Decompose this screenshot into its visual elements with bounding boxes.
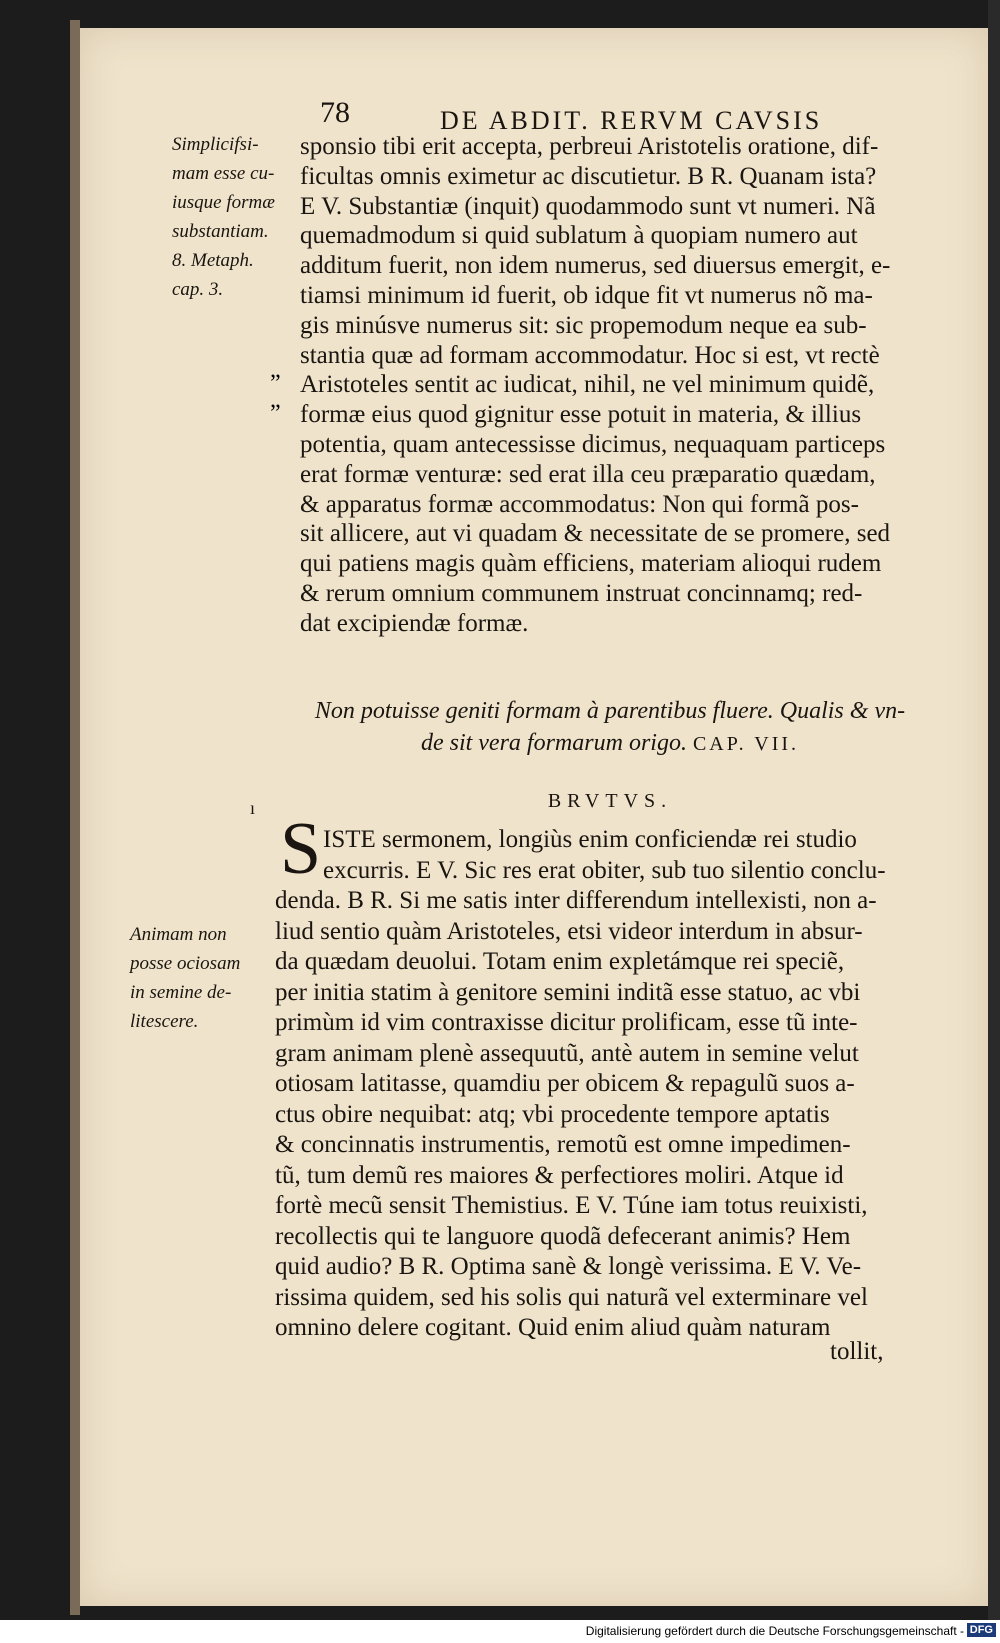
text-line: excurris. E V. Sic res erat obiter, sub tuo silentio conclu- (323, 856, 886, 884)
dfg-logo[interactable]: DFG (967, 1623, 996, 1637)
footer-credit: Digitalisierung gefördert durch die Deutsche Forschungsgemeinschaft - (585, 1624, 964, 1638)
text-line: ficultas omnis eximetur ac discutietur. B R. Quanam ista? (300, 162, 877, 190)
text-line: tũ, tum demũ res maiores & perfectiores moliri. Atque id (275, 1161, 844, 1189)
margin-note-line: Animam non (130, 924, 227, 945)
text-line: E V. Substantiæ (inquit) quodammodo sunt vt numeri. Nã (300, 192, 876, 220)
text-line: gis minúsve numerus sit: sic propemodum neque ea sub- (300, 311, 867, 339)
text-line: gram animam plenè assequutũ, antè autem in semine velut (275, 1039, 859, 1067)
text-line: rissima quidem, sed his solis qui naturã vel exterminare vel (275, 1283, 868, 1311)
text-line: primùm id vim contraxisse dicitur prolificam, esse tũ inte- (275, 1009, 858, 1036)
margin-note-1 (172, 130, 307, 304)
margin-note-line: mam esse cu- (172, 163, 275, 184)
quote-marks (270, 355, 281, 415)
margin-note-line: posse ociosam (130, 953, 241, 974)
text-line: stantia quæ ad formam accommodatur. Hoc si est, vt rectè (300, 341, 880, 369)
chapter-heading (300, 695, 920, 760)
catchword: tollit, (830, 1338, 884, 1365)
page-number: 78 (320, 96, 350, 129)
text-line: fortè mecũ sensit Themistius. E V. Túne iam totus reuixisti, (275, 1192, 868, 1219)
text-line: & rerum omnium communem instruat concinnamq; red- (300, 579, 863, 607)
text-line: da quædam deuolui. Totam enim expletámque rei speciẽ, (275, 948, 845, 975)
text-line: liud sentio quàm Aristoteles, etsi videor interdum in absur- (275, 917, 863, 945)
text-line: dat excipiendæ formæ. (300, 609, 529, 637)
margin-note-line: in semine de- (130, 982, 232, 1003)
speaker-name: BRVTVS. (547, 790, 673, 812)
quote-mark: „ (270, 387, 281, 413)
drop-cap: S (280, 808, 322, 890)
chapter-label: CAP. VII. (692, 733, 800, 755)
text-line: sponsio tibi erit accepta, perbreui Aristotelis oratione, dif- (300, 133, 879, 160)
text-line: recollectis qui te languore quodã defecerant animis? Hem (275, 1222, 851, 1250)
body-text-bottom (275, 825, 930, 1344)
text-line: & apparatus formæ accommodatus: Non qui formã pos- (300, 490, 859, 518)
text-line: additum fuerit, non idem numerus, sed diuersus emergit, e- (300, 252, 891, 280)
text-line: qui patiens magis quàm efficiens, materiam alioqui rudem (300, 550, 882, 578)
text-line: potentia, quam antecessisse dicimus, nequaquam particeps (300, 430, 886, 458)
chapter-heading-line: de sit vera formarum origo. (420, 730, 687, 756)
margin-note-line: litescere. (130, 1011, 199, 1032)
text-line: per initia statim à genitore semini inditã esse statuo, ac vbi (275, 978, 861, 1006)
text-line: formæ eius quod gignitur esse potuit in materia, & illius (300, 401, 862, 429)
text-line: ctus obire nequibat: atq; vbi procedente tempore aptatis (275, 1100, 830, 1128)
running-title: DE ABDIT. RERVM CAVSIS (440, 106, 823, 135)
text-line: quid audio? B R. Optima sanè & longè verissima. E V. Ve- (275, 1253, 862, 1280)
margin-note-line: cap. 3. (172, 279, 224, 300)
text-line: & concinnatis instrumentis, remotũ est omne impedimen- (275, 1131, 851, 1158)
scan-right-edge (988, 0, 1000, 1620)
text-line: Aristoteles sentit ac iudicat, nihil, ne vel minimum quidẽ, (300, 371, 875, 399)
page-edge (70, 20, 80, 1615)
margin-note-2 (130, 920, 270, 1036)
text-line: erat formæ venturæ: sed erat illa ceu præparatio quædam, (300, 460, 876, 488)
text-line: tiamsi minimum id fuerit, ob idque fit vt numerus nõ ma- (300, 281, 873, 309)
text-line: sit allicere, aut vi quadam & necessitate de se promere, sed (300, 520, 891, 548)
text-line: ISTE sermonem, longiùs enim conficiendæ rei studio (323, 826, 857, 853)
footer-bar (0, 1620, 1000, 1643)
body-text-top (300, 132, 955, 639)
text-line: quemadmodum si quid sublatum à quopiam numero aut (300, 222, 858, 250)
text-line: otiosam latitasse, quamdiu per obicem & repagulũ suos a- (275, 1070, 855, 1097)
margin-note-line: substantiam. (172, 221, 269, 242)
text-line: denda. B R. Si me satis inter differendum intellexisti, non a- (275, 887, 877, 914)
quote-mark: „ (270, 357, 281, 383)
chapter-heading-line: Non potuisse geniti formam à parentibus fluere. Qualis & vn- (314, 698, 906, 724)
text-line: omnino delere cogitant. Quid enim aliud quàm naturam (275, 1314, 831, 1341)
margin-note-line: iusque formæ (172, 192, 275, 213)
margin-note-line: 8. Metaph. (172, 250, 254, 271)
margin-tick-mark: ı (250, 798, 256, 818)
margin-note-line: Simplicifsi- (172, 134, 259, 155)
